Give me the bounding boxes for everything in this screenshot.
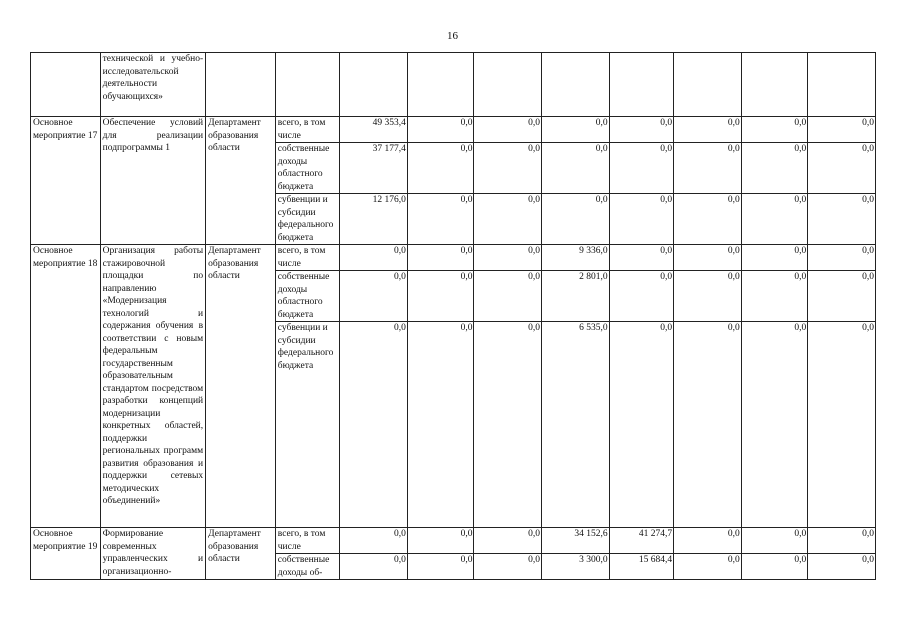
amount-cell: 0,0	[474, 271, 542, 322]
measure-description-cell: Обеспечение условий для реализации подпрограммы 1	[100, 117, 205, 245]
amount-cell: 0,0	[609, 117, 674, 143]
amount-cell: 9 336,0	[542, 245, 610, 271]
amount-cell	[674, 53, 742, 117]
measure-name-cell: Основное мероприятие 17	[31, 117, 101, 245]
amount-cell: 0,0	[474, 117, 542, 143]
amount-cell: 0,0	[542, 117, 610, 143]
amount-cell: 37 177,4	[340, 143, 408, 194]
funding-source-cell: собственные доходы областного бюджета	[275, 143, 340, 194]
page-number: 16	[447, 30, 458, 42]
amount-cell: 0,0	[407, 322, 474, 528]
measure-description-cell: Организация работы стажировочной площадки по направлению «Модернизация технологий и содержания обучения в соответствии с новым федеральным государственным образовательным стандартом посредством разработки концепций модернизации конкретных областей, поддержки региональных программ развития образования и поддержки сетевых методических объединений»	[100, 245, 205, 528]
amount-cell: 12 176,0	[340, 194, 408, 245]
amount-cell: 0,0	[340, 528, 408, 554]
amount-cell: 0,0	[808, 271, 876, 322]
amount-cell: 0,0	[741, 117, 808, 143]
amount-cell: 0,0	[808, 117, 876, 143]
amount-cell: 2 801,0	[542, 271, 610, 322]
amount-cell: 0,0	[808, 143, 876, 194]
amount-cell	[542, 53, 610, 117]
amount-cell: 0,0	[808, 194, 876, 245]
executor-cell: Департамент образования области	[206, 245, 276, 528]
amount-cell: 0,0	[542, 194, 610, 245]
measure-name-cell	[31, 53, 101, 117]
amount-cell: 0,0	[609, 271, 674, 322]
funding-source-cell: субвенции и субсидии федерального бюджета	[275, 322, 340, 528]
amount-cell: 0,0	[808, 554, 876, 580]
amount-cell: 34 152,6	[542, 528, 610, 554]
amount-cell: 0,0	[808, 528, 876, 554]
amount-cell: 0,0	[741, 194, 808, 245]
amount-cell: 41 274,7	[609, 528, 674, 554]
measure-name-cell: Основное мероприятие 18	[31, 245, 101, 528]
amount-cell: 0,0	[741, 528, 808, 554]
amount-cell: 0,0	[741, 271, 808, 322]
amount-cell: 0,0	[609, 194, 674, 245]
amount-cell: 0,0	[674, 554, 742, 580]
table-row	[31, 245, 876, 271]
amount-cell: 0,0	[407, 271, 474, 322]
table-row	[31, 53, 876, 117]
amount-cell: 0,0	[340, 322, 408, 528]
funding-source-cell: всего, в том числе	[275, 528, 340, 554]
amount-cell: 0,0	[407, 554, 474, 580]
funding-source-cell	[275, 53, 340, 117]
amount-cell: 0,0	[741, 143, 808, 194]
amount-cell	[340, 53, 408, 117]
amount-cell: 0,0	[340, 271, 408, 322]
amount-cell: 49 353,4	[340, 117, 408, 143]
amount-cell: 0,0	[741, 554, 808, 580]
amount-cell: 0,0	[407, 117, 474, 143]
funding-source-cell: субвенции и субсидии федерального бюджета	[275, 194, 340, 245]
amount-cell: 15 684,4	[609, 554, 674, 580]
amount-cell: 0,0	[609, 245, 674, 271]
amount-cell: 0,0	[674, 194, 742, 245]
amount-cell: 0,0	[407, 143, 474, 194]
amount-cell: 0,0	[407, 245, 474, 271]
amount-cell: 0,0	[340, 245, 408, 271]
amount-cell	[808, 53, 876, 117]
amount-cell: 0,0	[808, 322, 876, 528]
table-row	[31, 528, 876, 554]
funding-source-cell: собственные доходы об-	[275, 554, 340, 580]
amount-cell: 0,0	[674, 322, 742, 528]
amount-cell: 0,0	[474, 528, 542, 554]
amount-cell	[407, 53, 474, 117]
amount-cell: 0,0	[674, 528, 742, 554]
amount-cell: 0,0	[808, 245, 876, 271]
amount-cell: 0,0	[674, 245, 742, 271]
amount-cell: 0,0	[340, 554, 408, 580]
executor-cell	[206, 53, 276, 117]
amount-cell: 0,0	[674, 117, 742, 143]
amount-cell: 0,0	[407, 528, 474, 554]
amount-cell: 0,0	[674, 271, 742, 322]
amount-cell: 0,0	[474, 245, 542, 271]
table-row	[31, 117, 876, 143]
amount-cell: 0,0	[741, 322, 808, 528]
amount-cell	[609, 53, 674, 117]
amount-cell: 3 300,0	[542, 554, 610, 580]
amount-cell: 0,0	[674, 143, 742, 194]
amount-cell: 0,0	[474, 322, 542, 528]
amount-cell: 0,0	[474, 143, 542, 194]
budget-table	[30, 52, 876, 580]
measure-description-cell: технической и учебно-исследовательской деятельности обучающихся»	[100, 53, 205, 117]
measure-name-cell: Основное мероприятие 19	[31, 528, 101, 580]
executor-cell: Департамент образования области	[206, 117, 276, 245]
amount-cell: 0,0	[474, 554, 542, 580]
executor-cell: Департамент образования области	[206, 528, 276, 580]
amount-cell: 0,0	[474, 194, 542, 245]
funding-source-cell: всего, в том числе	[275, 245, 340, 271]
amount-cell: 0,0	[609, 143, 674, 194]
amount-cell	[741, 53, 808, 117]
amount-cell: 0,0	[542, 143, 610, 194]
measure-description-cell: Формирование современных управленческих и организационно-	[100, 528, 205, 580]
amount-cell: 0,0	[609, 322, 674, 528]
amount-cell	[474, 53, 542, 117]
funding-source-cell: собственные доходы областного бюджета	[275, 271, 340, 322]
funding-source-cell: всего, в том числе	[275, 117, 340, 143]
amount-cell: 6 535,0	[542, 322, 610, 528]
amount-cell: 0,0	[741, 245, 808, 271]
amount-cell: 0,0	[407, 194, 474, 245]
